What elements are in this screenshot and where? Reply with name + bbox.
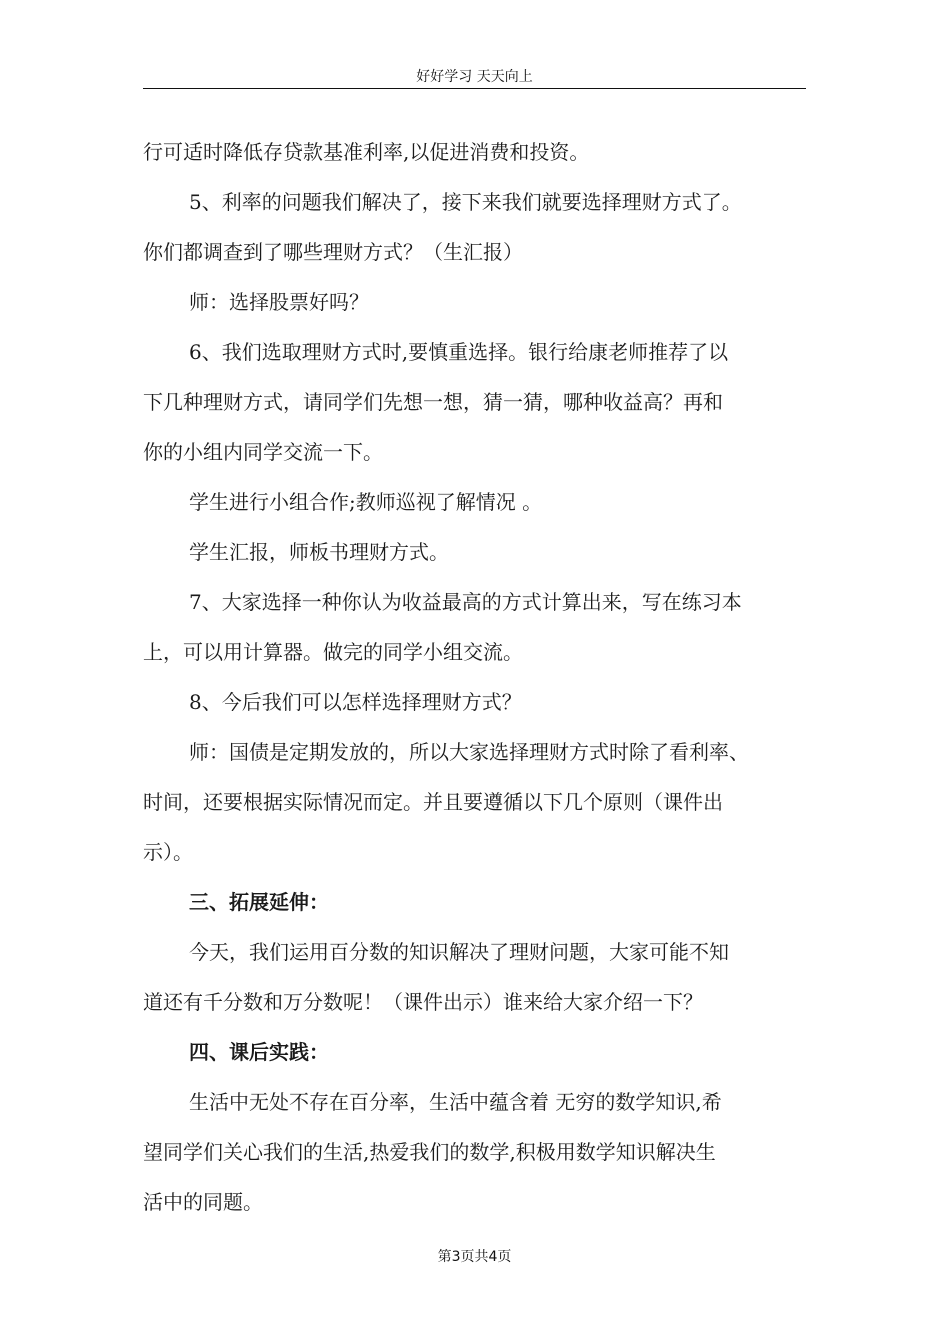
text-line: 示）。 [143,840,193,864]
text-line: 7、大家选择一种你认为收益最高的方式计算出来，写在练习本 [189,590,742,614]
text-line: 活中的同题。 [143,1190,263,1214]
text-line: 望同学们关心我们的生活,热爱我们的数学,积极用数学知识解决生 [143,1140,716,1164]
text-line: 今天，我们运用百分数的知识解决了理财问题，大家可能不知 [189,940,729,964]
paragraph-item-8 [143,677,815,727]
paragraph-practice [143,1077,815,1227]
text-line: 师：选择股票好吗？ [189,290,369,314]
text-line: 行可适时降低存贷款基准利率,以促进消费和投资。 [143,140,590,164]
section-heading-practice [143,1027,815,1077]
page-footer: 第3页共4页 [437,1249,512,1265]
text-line: 学生汇报，师板书理财方式。 [189,540,449,564]
text-line: 时间，还要根据实际情况而定。并且要遵循以下几个原则（课件出 [143,790,723,814]
paragraph-continuation [143,127,815,177]
paragraph-teacher-question [143,277,815,327]
text-line: 5、利率的问题我们解决了，接下来我们就要选择理财方式了。 [189,190,742,214]
paragraph-teacher-bonds [143,727,815,877]
paragraph-extension [143,927,815,1027]
text-line: 6、我们选取理财方式时,要慎重选择。银行给康老师推荐了以 [189,340,729,364]
text-line: 你们都调查到了哪些理财方式？（生汇报） [143,240,523,264]
text-line: 学生进行小组合作;教师巡视了解情况 。 [189,490,543,514]
text-line: 师：国债是定期发放的，所以大家选择理财方式时除了看利率、 [189,740,749,764]
paragraph-item-5 [143,177,815,277]
text-line: 生活中无处不存在百分率，生活中蕴含着 无穷的数学知识,希 [189,1090,722,1114]
paragraph-item-6 [143,327,815,477]
heading-text: 三、拓展延伸： [189,890,329,914]
section-heading-extension [143,877,815,927]
paragraph-group-work [143,477,815,527]
header-divider [143,88,806,89]
text-line: 下几种理财方式，请同学们先想一想，猜一猜，哪种收益高？再和 [143,390,723,414]
page-header: 好好学习 天天向上 [416,69,533,85]
paragraph-item-7 [143,577,815,677]
text-line: 8、今后我们可以怎样选择理财方式？ [189,690,522,714]
text-line: 道还有千分数和万分数呢！（课件出示）谁来给大家介绍一下？ [143,990,703,1014]
paragraph-student-report [143,527,815,577]
heading-text: 四、课后实践： [189,1040,329,1064]
text-line: 上，可以用计算器。做完的同学小组交流。 [143,640,523,664]
text-line: 你的小组内同学交流一下。 [143,440,383,464]
